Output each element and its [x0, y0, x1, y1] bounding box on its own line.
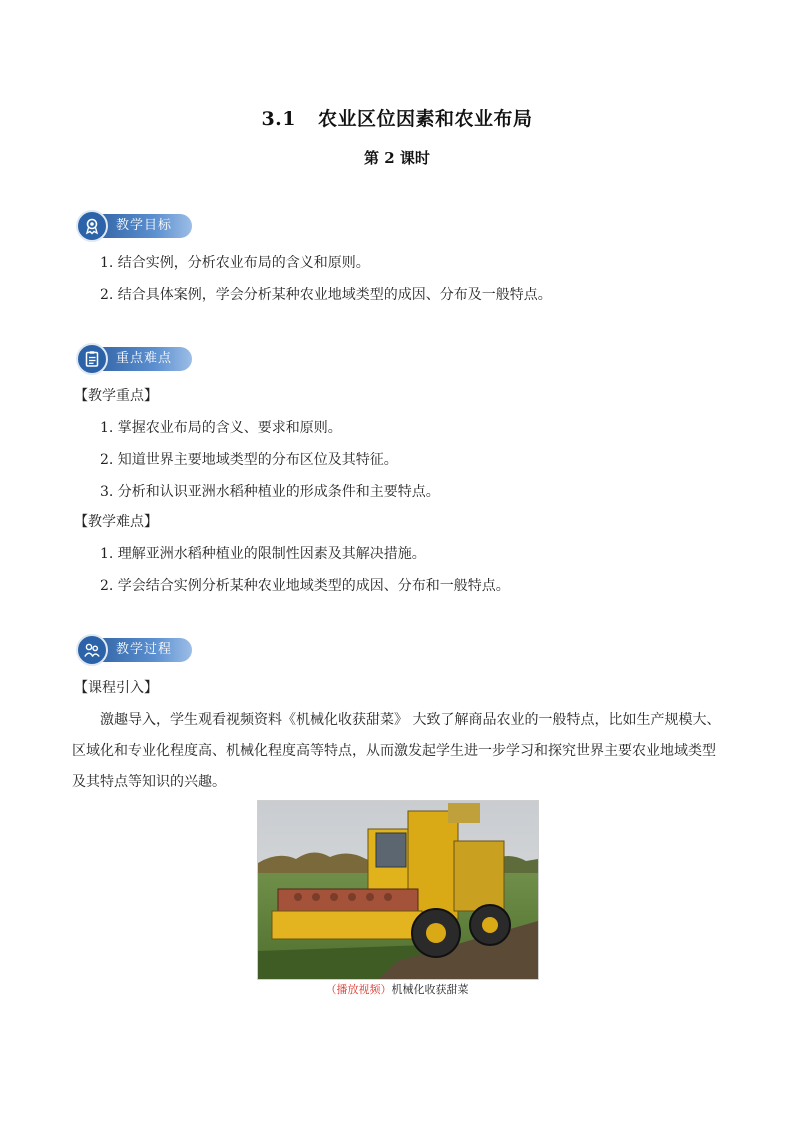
difficulty-item: 2. 学会结合实例分析某种农业地域类型的成因、分布和一般特点。 [100, 578, 510, 594]
focus-item: 2. 知道世界主要地域类型的分布区位及其特征。 [100, 452, 398, 468]
section-badge-key-points [76, 344, 192, 374]
title-number: 3.1 [261, 108, 297, 130]
difficulty-item: 1. 理解亚洲水稻种植业的限制性因素及其解决措施。 [100, 546, 426, 562]
intro-paragraph-line: 及其特点等知识的兴趣。 [72, 774, 226, 790]
caption-tag: （播放视频） [325, 983, 392, 996]
title-text: 农业区位因素和农业布局 [318, 108, 533, 130]
goal-item: 1. 结合实例，分析农业布局的含义和原则。 [100, 255, 370, 271]
page-title [0, 104, 794, 131]
focus-item: 3. 分析和认识亚洲水稻种植业的形成条件和主要特点。 [100, 484, 440, 500]
figure-caption [0, 981, 794, 997]
harvester-photo [257, 800, 539, 980]
intro-paragraph-line: 区域化和专业化程度高、机械化程度高等特点，从而激发起学生进一步学习和探究世界主要农业地域类型 [72, 743, 716, 759]
lesson-subtitle: 第 2 课时 [364, 149, 430, 167]
section-label-goals: 教学目标 [98, 214, 192, 238]
people-group-icon [76, 634, 108, 666]
intro-paragraph-line: 激趣导入，学生观看视频资料《机械化收获甜菜》 大致了解商品农业的一般特点，比如生产规模大、 [100, 712, 721, 728]
section-badge-process [76, 635, 192, 665]
award-ribbon-icon [76, 210, 108, 242]
section-label-process: 教学过程 [98, 638, 192, 662]
caption-text: 机械化收获甜菜 [391, 983, 469, 996]
goal-item: 2. 结合具体案例，学会分析某种农业地域类型的成因、分布及一般特点。 [100, 287, 552, 303]
section-label-key-points: 重点难点 [98, 347, 192, 371]
clipboard-list-icon [76, 343, 108, 375]
focus-heading: 【教学重点】 [74, 388, 158, 404]
intro-heading: 【课程引入】 [74, 680, 158, 696]
section-badge-goals [76, 211, 192, 241]
focus-item: 1. 掌握农业布局的含义、要求和原则。 [100, 420, 342, 436]
difficulty-heading: 【教学难点】 [74, 514, 158, 530]
